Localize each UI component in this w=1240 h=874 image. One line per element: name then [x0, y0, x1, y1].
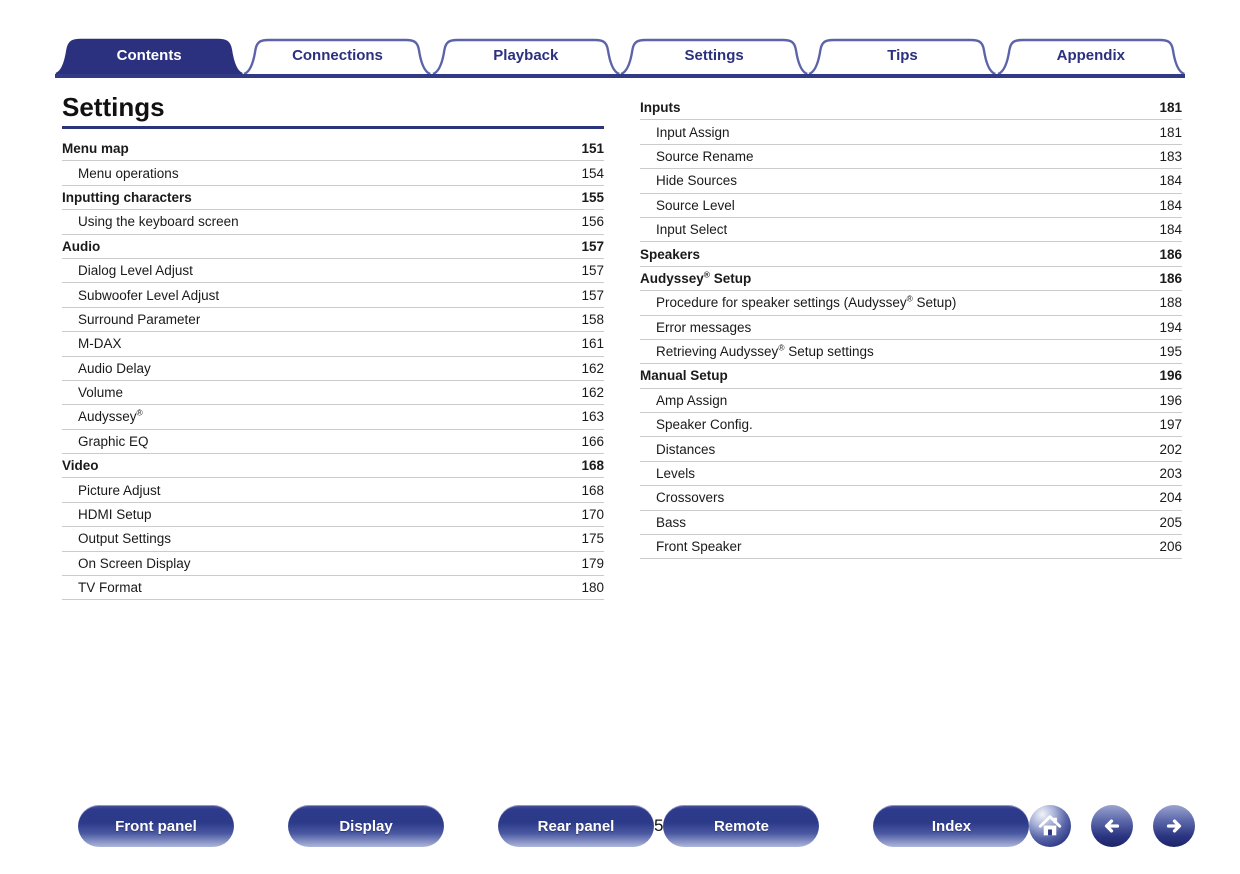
toc-row[interactable]	[62, 503, 604, 527]
toc-entry-label[interactable]: Volume	[78, 385, 124, 401]
tab-label: Tips	[887, 47, 918, 64]
toc-entry-page: 166	[581, 433, 604, 449]
tab[interactable]	[997, 38, 1185, 74]
tab-strip	[55, 38, 1185, 74]
toc-row[interactable]	[640, 389, 1182, 413]
toc-entry-page: 163	[581, 409, 604, 425]
toc-row[interactable]	[640, 364, 1182, 388]
page-number: 5	[654, 816, 664, 835]
toc-row[interactable]	[62, 137, 604, 161]
toc-list-right	[640, 96, 1182, 559]
nav-button[interactable]	[288, 805, 444, 847]
toc-row[interactable]	[62, 308, 604, 332]
tab-underline	[55, 74, 1185, 78]
toc-entry-page: 168	[581, 458, 604, 474]
toc-entry-label[interactable]: Dialog Level Adjust	[78, 263, 193, 279]
nav-button-label: Display	[339, 817, 393, 835]
toc-entry-page: 196	[1159, 368, 1182, 384]
toc-entry-label[interactable]: Retrieving Audyssey® Setup settings	[656, 344, 874, 360]
toc-entry-label[interactable]: Inputting characters	[62, 189, 192, 205]
toc-entry-page: 181	[1159, 100, 1182, 116]
nav-button[interactable]	[78, 805, 234, 847]
tab-label: Playback	[493, 47, 559, 64]
title-rule	[62, 126, 604, 129]
toc-entry-page: 205	[1159, 514, 1182, 530]
nav-button[interactable]	[873, 805, 1029, 847]
nav-button-label: Index	[931, 817, 972, 835]
toc-row[interactable]	[640, 218, 1182, 242]
toc-entry-label[interactable]: TV Format	[78, 580, 142, 596]
toc-entry-page: 184	[1159, 173, 1182, 189]
toc-entry-label[interactable]: Error messages	[656, 319, 752, 335]
toc-entry-page: 157	[581, 263, 604, 279]
toc-entry-page: 162	[581, 385, 604, 401]
toc-entry-label[interactable]: Audyssey®	[78, 409, 143, 425]
toc-entry-page: 183	[1159, 148, 1182, 164]
toc-entry-page: 154	[581, 165, 604, 181]
toc-entry-page: 180	[581, 580, 604, 596]
toc-entry-page: 195	[1159, 344, 1182, 360]
toc-entry-label[interactable]: Bass	[656, 514, 687, 530]
nav-button-label: Remote	[713, 817, 769, 835]
toc-entry-label[interactable]: Menu operations	[78, 165, 179, 181]
toc-row[interactable]	[62, 454, 604, 478]
toc-entry-label[interactable]: Amp Assign	[656, 392, 728, 408]
tab[interactable]	[432, 38, 620, 74]
toc-entry-label[interactable]: Source Rename	[656, 148, 754, 164]
toc-entry-label[interactable]: On Screen Display	[78, 555, 191, 571]
toc-entry-label[interactable]: Audio	[62, 238, 101, 254]
toc-entry-label[interactable]: Procedure for speaker settings (Audyssey® Setup)	[656, 295, 957, 311]
toc-entry-label[interactable]: Speakers	[640, 246, 701, 262]
toc-row[interactable]	[640, 511, 1182, 535]
toc-row[interactable]	[62, 527, 604, 551]
toc-column-right	[640, 92, 1182, 600]
toc-entry-page: 157	[581, 287, 604, 303]
toc-content	[62, 92, 1182, 600]
toc-row[interactable]	[62, 161, 604, 185]
toc-entry-page: 186	[1159, 270, 1182, 286]
toc-entry-page: 186	[1159, 246, 1182, 262]
page-title: Settings	[62, 92, 165, 122]
toc-row[interactable]	[62, 576, 604, 600]
toc-entry-page: 204	[1159, 490, 1182, 506]
arrow-left-icon	[1099, 813, 1125, 839]
toc-entry-page: 155	[581, 189, 604, 205]
toc-entry-page: 188	[1159, 295, 1182, 311]
toc-row[interactable]	[640, 413, 1182, 437]
toc-entry-label[interactable]: Input Select	[656, 222, 728, 238]
toc-entry-page: 168	[581, 482, 604, 498]
toc-entry-label[interactable]: Output Settings	[78, 531, 172, 547]
toc-entry-page: 161	[581, 336, 604, 352]
footer-buttons-right	[663, 805, 1029, 847]
toc-row[interactable]	[640, 437, 1182, 461]
tab-bar	[55, 38, 1185, 78]
toc-entry-label[interactable]: Manual Setup	[640, 368, 728, 384]
tab[interactable]	[243, 38, 431, 74]
toc-row[interactable]	[640, 340, 1182, 364]
footer-buttons-left	[78, 805, 654, 847]
toc-entry-label[interactable]: Inputs	[640, 100, 681, 116]
toc-row[interactable]	[640, 462, 1182, 486]
toc-entry-page: 179	[581, 555, 604, 571]
toc-entry-label[interactable]: Graphic EQ	[78, 433, 149, 449]
toc-entry-label[interactable]: Picture Adjust	[78, 482, 161, 498]
toc-entry-page: 184	[1159, 222, 1182, 238]
home-icon	[1037, 813, 1063, 839]
toc-row[interactable]	[62, 235, 604, 259]
toc-entry-label[interactable]: Crossovers	[656, 490, 725, 506]
toc-entry-page: 156	[581, 214, 604, 230]
footer-icon-buttons	[1029, 805, 1195, 847]
forward-button[interactable]	[1153, 805, 1195, 847]
tab-label: Contents	[116, 47, 182, 64]
toc-row[interactable]	[640, 145, 1182, 169]
arrow-right-icon	[1161, 813, 1187, 839]
tab[interactable]	[55, 38, 243, 74]
toc-entry-page: 151	[581, 141, 604, 157]
toc-entry-page: 196	[1159, 392, 1182, 408]
toc-entry-label[interactable]: Levels	[656, 466, 696, 482]
toc-entry-page: 175	[581, 531, 604, 547]
toc-row[interactable]	[640, 194, 1182, 218]
toc-entry-label[interactable]: Speaker Config.	[656, 417, 753, 433]
tab-label: Settings	[684, 47, 744, 64]
nav-button[interactable]	[498, 805, 654, 847]
toc-entry-label[interactable]: Input Assign	[656, 124, 730, 140]
toc-entry-page: 157	[581, 238, 604, 254]
toc-row[interactable]	[62, 259, 604, 283]
home-button[interactable]	[1029, 805, 1071, 847]
toc-entry-label[interactable]: Audio Delay	[78, 360, 151, 376]
toc-entry-page: 184	[1159, 197, 1182, 213]
toc-row[interactable]	[62, 478, 604, 502]
toc-entry-page: 158	[581, 311, 604, 327]
toc-row[interactable]	[62, 186, 604, 210]
toc-entry-page: 197	[1159, 417, 1182, 433]
toc-row[interactable]	[62, 552, 604, 576]
toc-entry-label[interactable]: Front Speaker	[656, 539, 742, 555]
toc-entry-page: 181	[1159, 124, 1182, 140]
tab[interactable]	[808, 38, 996, 74]
toc-row[interactable]	[62, 210, 604, 234]
toc-row[interactable]	[640, 267, 1182, 291]
toc-row[interactable]	[640, 316, 1182, 340]
tab-label: Connections	[292, 47, 383, 64]
toc-entry-label[interactable]: Audyssey® Setup	[640, 270, 752, 286]
footer-nav	[78, 804, 1188, 848]
toc-entry-label[interactable]: HDMI Setup	[78, 507, 152, 523]
toc-row[interactable]	[62, 430, 604, 454]
toc-entry-label[interactable]: Subwoofer Level Adjust	[78, 287, 220, 303]
toc-list-left	[62, 137, 604, 600]
toc-entry-page: 170	[581, 507, 604, 523]
toc-entry-label[interactable]: Source Level	[656, 197, 735, 213]
toc-row[interactable]	[62, 357, 604, 381]
toc-entry-label[interactable]: Video	[62, 458, 99, 474]
toc-row[interactable]	[62, 381, 604, 405]
nav-button-label: Front panel	[115, 817, 197, 835]
toc-entry-label[interactable]: Distances	[656, 441, 716, 457]
toc-row[interactable]	[640, 291, 1182, 315]
toc-row[interactable]	[640, 96, 1182, 120]
toc-entry-label[interactable]: Surround Parameter	[78, 311, 201, 327]
tab[interactable]	[620, 38, 808, 74]
toc-row[interactable]	[62, 283, 604, 307]
toc-column-left	[62, 92, 604, 600]
toc-row[interactable]	[640, 486, 1182, 510]
toc-entry-page: 203	[1159, 466, 1182, 482]
toc-row[interactable]	[640, 120, 1182, 144]
toc-entry-page: 202	[1159, 441, 1182, 457]
toc-entry-page: 162	[581, 360, 604, 376]
toc-entry-label[interactable]: Menu map	[62, 141, 129, 157]
toc-entry-label[interactable]: Using the keyboard screen	[78, 214, 239, 230]
toc-row[interactable]	[640, 169, 1182, 193]
toc-row[interactable]	[62, 332, 604, 356]
toc-entry-label[interactable]: Hide Sources	[656, 173, 738, 189]
toc-row[interactable]	[62, 405, 604, 429]
toc-row[interactable]	[640, 242, 1182, 266]
toc-entry-page: 194	[1159, 319, 1182, 335]
toc-entry-label[interactable]: M-DAX	[78, 336, 122, 352]
tab-label: Appendix	[1056, 47, 1125, 64]
nav-button-label: Rear panel	[537, 817, 615, 835]
back-button[interactable]	[1091, 805, 1133, 847]
nav-button[interactable]	[663, 805, 819, 847]
toc-row[interactable]	[640, 535, 1182, 559]
toc-entry-page: 206	[1159, 539, 1182, 555]
